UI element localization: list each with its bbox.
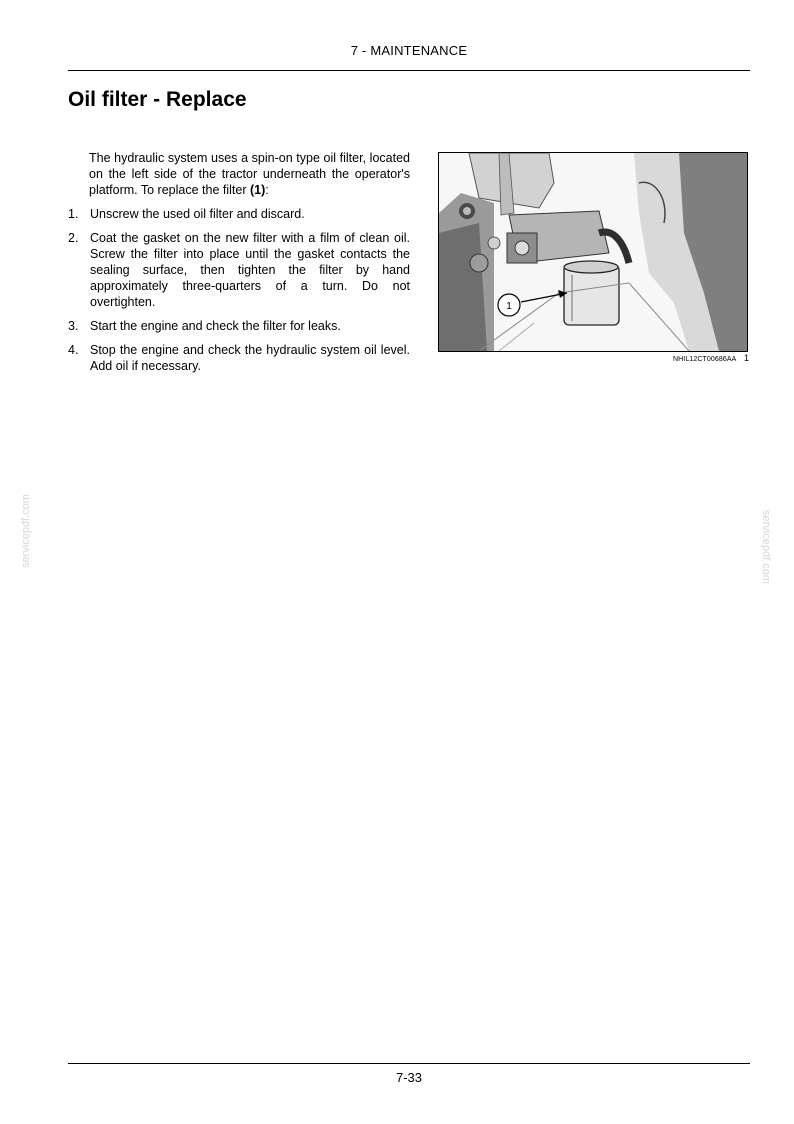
oil-filter-illustration bbox=[439, 153, 747, 351]
header-rule bbox=[68, 70, 750, 71]
step-text: Stop the engine and check the hydraulic system oil level. Add oil if necessary. bbox=[90, 343, 410, 373]
figure-code: NHIL12CT00686AA bbox=[673, 356, 737, 363]
procedure-steps bbox=[68, 206, 410, 374]
step-text: Coat the gasket on the new filter with a film of clean oil. Screw the filter into place until the gasket contacts the sealing surface, then tighten the filter by hand approximately three-quarters of a turn. Do not overtighten. bbox=[90, 231, 410, 309]
step-text: Unscrew the used oil filter and discard. bbox=[90, 207, 305, 221]
step-item bbox=[68, 342, 410, 374]
intro-paragraph bbox=[89, 150, 410, 198]
intro-text: The hydraulic system uses a spin-on type oil filter, located on the left side of the tractor underneath the operator's platform. To replace the filter bbox=[89, 151, 410, 197]
step-number: 1. bbox=[68, 207, 79, 221]
page-header-section: 7 - MAINTENANCE bbox=[350, 43, 468, 58]
step-number: 2. bbox=[68, 231, 79, 245]
watermark-right: servicepdf.com bbox=[760, 510, 772, 584]
watermark-left: servicepdf.com bbox=[20, 494, 32, 568]
oil-filter-photo bbox=[438, 152, 748, 352]
instruction-column bbox=[68, 150, 410, 382]
intro-colon: : bbox=[265, 183, 269, 197]
step-number: 4. bbox=[68, 343, 79, 357]
step-item bbox=[68, 206, 410, 222]
page-number: 7-33 bbox=[395, 1070, 423, 1085]
intro-filter-ref: (1) bbox=[249, 183, 266, 197]
page-title: Oil filter - Replace bbox=[68, 88, 247, 111]
figure-number: 1 bbox=[744, 353, 750, 363]
step-text: Start the engine and check the filter for leaks. bbox=[90, 319, 341, 333]
footer-rule bbox=[68, 1063, 750, 1064]
figure-callout-label: 1 bbox=[506, 301, 512, 312]
step-item bbox=[68, 230, 410, 310]
step-item bbox=[68, 318, 410, 334]
step-number: 3. bbox=[68, 319, 79, 333]
